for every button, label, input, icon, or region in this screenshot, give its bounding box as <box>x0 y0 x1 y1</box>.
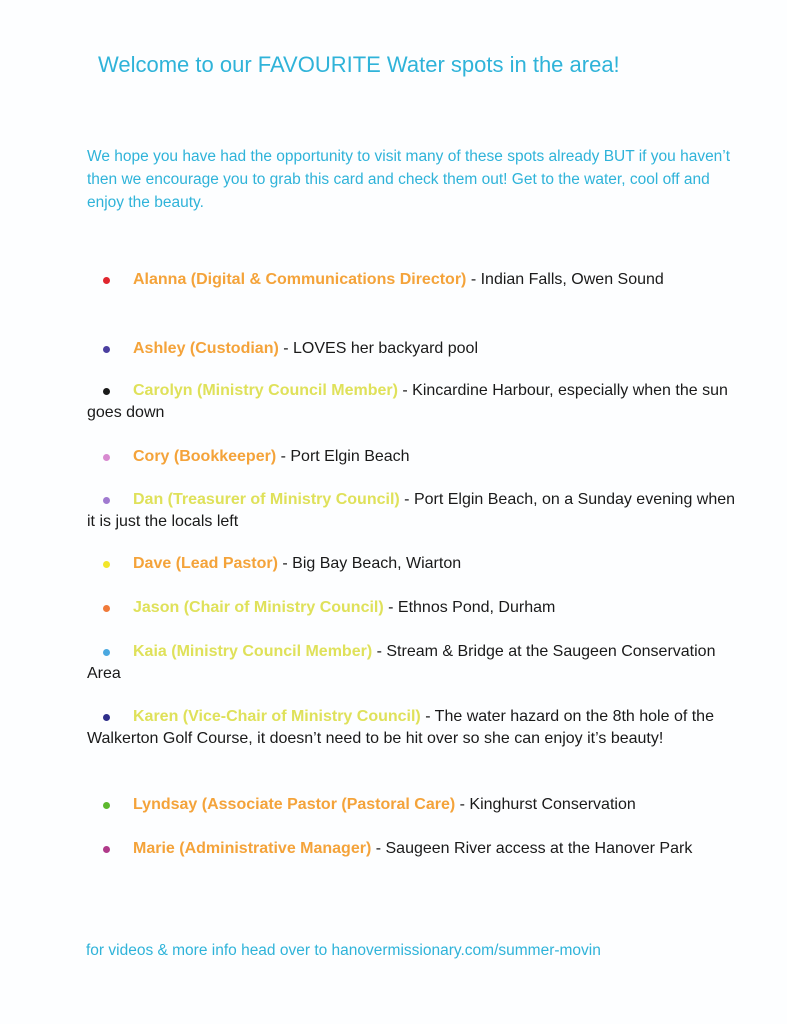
water-spot: - LOVES her backyard pool <box>278 340 479 357</box>
person-role: Karen (Vice-Chair of Ministry Council) <box>133 708 421 725</box>
list-item <box>87 597 747 619</box>
list-item <box>87 838 747 860</box>
intro-paragraph: We hope you have had the opportunity to visit many of these spots already BUT if you haven’t then we encourage you to grab this card and check them out! Get to the water, cool off and enjoy the beauty. <box>87 148 731 211</box>
person-role: Kaia (Ministry Council Member) <box>133 643 373 660</box>
page-title: Welcome to our FAVOURITE Water spots in the area! <box>98 52 620 77</box>
person-role: Carolyn (Ministry Council Member) <box>133 382 398 399</box>
water-spot: - Indian Falls, Owen Sound <box>466 271 664 288</box>
person-role: Dan (Treasurer of Ministry Council) <box>133 491 400 508</box>
person-role: Alanna (Digital & Communications Director) <box>133 271 467 288</box>
footer-link-text: for videos & more info head over to hanovermissionary.com/summer-movin <box>86 942 601 959</box>
person-role: Ashley (Custodian) <box>133 340 279 357</box>
list-item <box>87 794 747 816</box>
water-spot: - Big Bay Beach, Wiarton <box>277 555 462 572</box>
water-spot: - Saugeen River access at the Hanover Park <box>371 840 693 857</box>
water-spot: - Kinghurst Conservation <box>455 796 636 813</box>
list-item <box>87 338 747 360</box>
list-item <box>87 641 747 685</box>
water-spot: - The water hazard on the 8th hole of the Walkerton Golf Course, it doesn’t need to be hit over so she can enjoy it’s beauty! <box>87 708 714 747</box>
water-spot: - Kincardine Harbour, especially when the sun goes down <box>87 382 728 421</box>
water-spot: - Stream & Bridge at the Saugeen Conservation Area <box>87 643 716 682</box>
person-role: Jason (Chair of Ministry Council) <box>133 599 384 616</box>
list-item <box>87 380 747 424</box>
person-role: Lyndsay (Associate Pastor (Pastoral Care) <box>133 796 456 813</box>
list-item <box>87 269 747 291</box>
person-role: Cory (Bookkeeper) <box>133 448 277 465</box>
water-spot: - Ethnos Pond, Durham <box>383 599 556 616</box>
list-item <box>87 489 747 533</box>
person-role: Dave (Lead Pastor) <box>133 555 278 572</box>
water-spot: - Port Elgin Beach, on a Sunday evening when it is just the locals left <box>87 491 736 530</box>
water-spot: - Port Elgin Beach <box>276 448 410 465</box>
list-item <box>87 706 747 750</box>
list-item <box>87 553 747 575</box>
list-item <box>87 446 747 468</box>
person-role: Marie (Administrative Manager) <box>133 840 372 857</box>
